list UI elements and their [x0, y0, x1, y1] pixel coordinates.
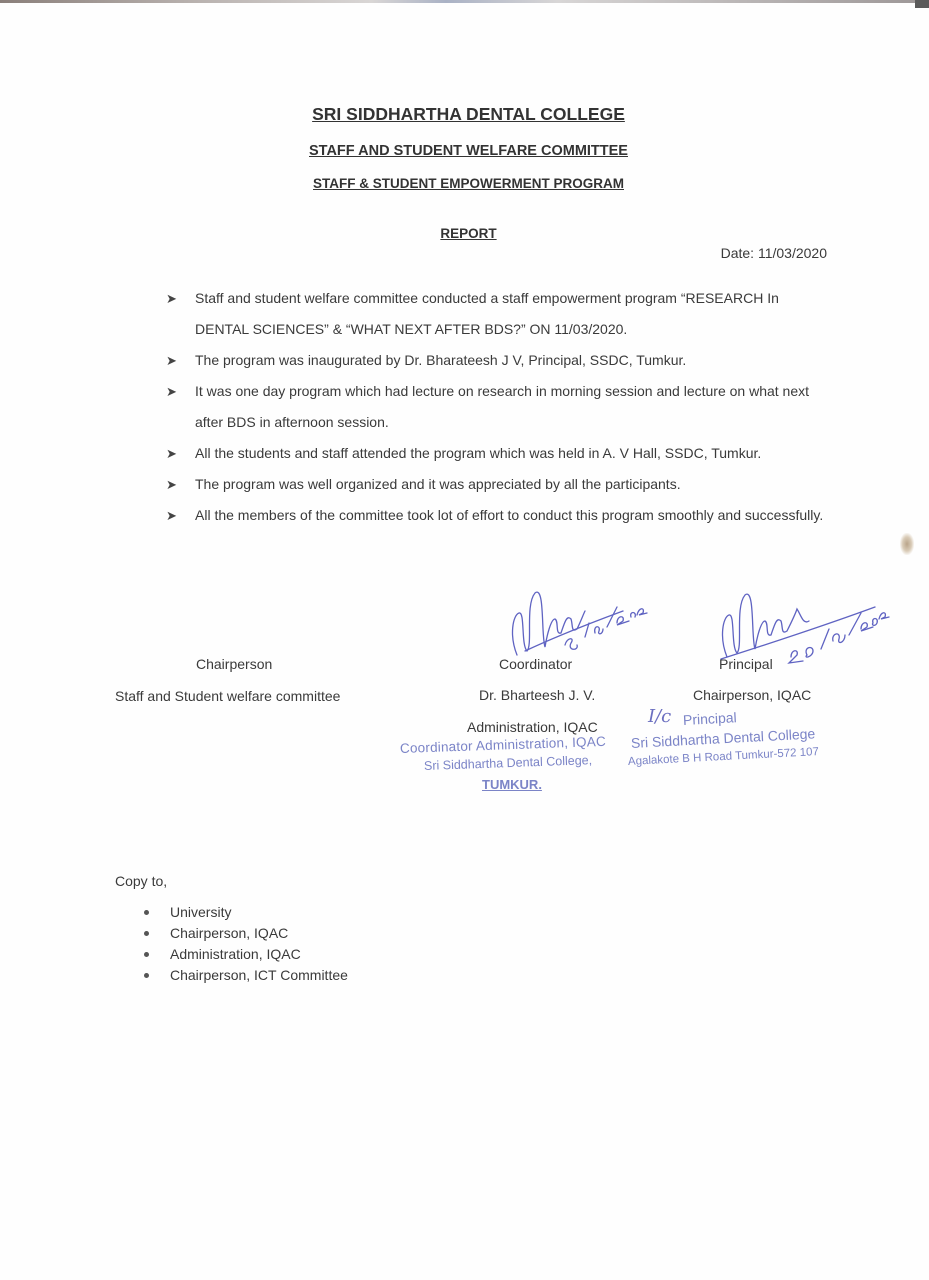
- copy-to-label: Copy to,: [115, 873, 168, 889]
- institution-title: SRI SIDDHARTHA DENTAL COLLEGE: [312, 104, 625, 124]
- coordinator-stamp-line: Coordinator Administration, IQAC: [399, 733, 607, 756]
- scan-top-edge: [0, 0, 929, 3]
- coordinator-label: Coordinator: [499, 656, 573, 672]
- bullet-text: All the students and staff attended the program which was held in A. V Hall, SSDC, Tumkur.: [195, 445, 762, 461]
- bullet-item: [166, 438, 836, 469]
- scan-corner-shadow: [915, 0, 929, 8]
- bullet-dot-icon: [144, 973, 149, 978]
- bullet-dot-icon: [144, 931, 149, 936]
- bullet-dot-icon: [144, 952, 149, 957]
- copy-to-item: [141, 965, 348, 986]
- principal-stamp-prefix: I/c: [648, 706, 672, 727]
- principal-stamp-line: Agalakote B H Road Tumkur-572 107: [627, 746, 820, 768]
- copy-to-item: [141, 902, 348, 923]
- copy-to-list: [141, 902, 348, 986]
- arrow-right-icon: ➤: [166, 384, 177, 399]
- program-title: STAFF & STUDENT EMPOWERMENT PROGRAM: [313, 176, 624, 191]
- copy-to-item-text: Chairperson, ICT Committee: [170, 967, 348, 983]
- principal-stamp-line: Principal: [682, 709, 738, 728]
- coordinator-stamp-line: TUMKUR.: [482, 777, 542, 792]
- bullet-text: The program was inaugurated by Dr. Bharateesh J V, Principal, SSDC, Tumkur.: [195, 352, 687, 368]
- copy-to-item-text: Administration, IQAC: [170, 946, 301, 962]
- bullet-text: The program was well organized and it was appreciated by all the participants.: [195, 476, 681, 492]
- report-bullet-list: [166, 283, 836, 531]
- bullet-item: [166, 469, 836, 500]
- copy-to-item: [141, 944, 348, 965]
- bullet-text: It was one day program which had lecture on research in morning session and lecture on what next after BDS in afternoon session.: [195, 383, 810, 430]
- coordinator-signature: [505, 585, 650, 665]
- copy-to-item: [141, 923, 348, 944]
- coordinator-name: Dr. Bharteesh J. V.: [479, 687, 596, 703]
- principal-role: Chairperson, IQAC: [693, 687, 812, 703]
- bullet-text: All the members of the committee took lot of effort to conduct this program smoothly and successfully.: [195, 507, 824, 523]
- bullet-dot-icon: [144, 910, 149, 915]
- committee-title: STAFF AND STUDENT WELFARE COMMITTEE: [309, 143, 628, 159]
- chairperson-org: Staff and Student welfare committee: [115, 688, 341, 704]
- bullet-item: [166, 283, 836, 345]
- paper-stain: [900, 533, 914, 555]
- report-date: Date: 11/03/2020: [720, 245, 827, 261]
- bullet-text: Staff and student welfare committee conducted a staff empowerment program “RESEARCH In DENTAL SCIENCES” & “WHAT NEXT AFTER BDS?” ON 11/03/2020.: [195, 290, 779, 337]
- copy-to-item-text: Chairperson, IQAC: [170, 925, 289, 941]
- bullet-item: [166, 500, 836, 531]
- coordinator-dept: Administration, IQAC: [467, 719, 598, 735]
- arrow-right-icon: ➤: [166, 291, 177, 306]
- bullet-item: [166, 345, 836, 376]
- report-title: REPORT: [440, 226, 497, 241]
- arrow-right-icon: ➤: [166, 446, 177, 461]
- arrow-right-icon: ➤: [166, 508, 177, 523]
- arrow-right-icon: ➤: [166, 477, 177, 492]
- principal-stamp-line: Sri Siddhartha Dental College: [630, 725, 816, 751]
- principal-label: Principal: [719, 656, 773, 672]
- bullet-item: [166, 376, 836, 438]
- copy-to-item-text: University: [170, 904, 232, 920]
- arrow-right-icon: ➤: [166, 353, 177, 368]
- chairperson-label: Chairperson: [196, 656, 273, 672]
- coordinator-stamp-line: Sri Siddhartha Dental College,: [423, 753, 593, 773]
